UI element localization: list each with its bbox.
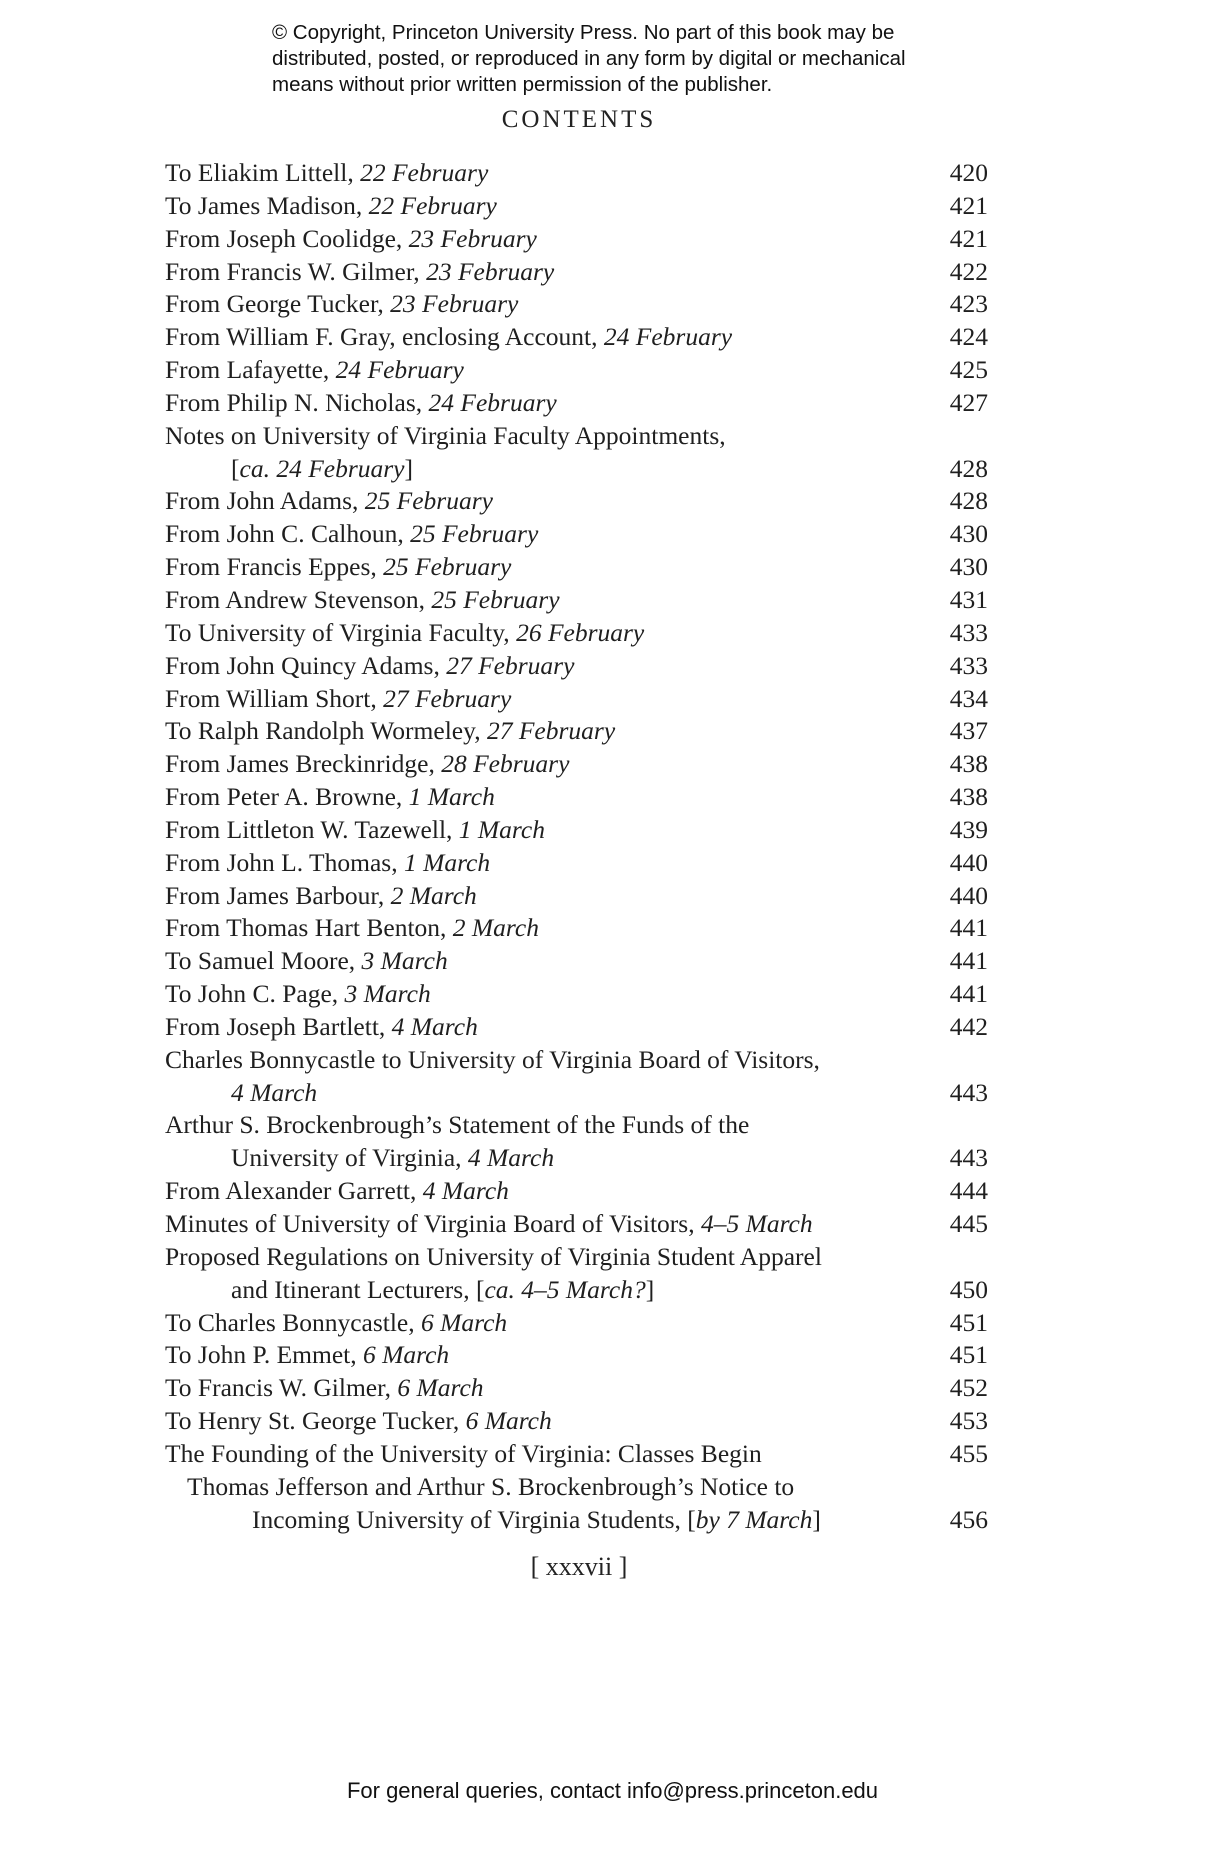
toc-entry-text: From John C. Calhoun, <box>165 519 411 549</box>
toc-entry-date: 3 March <box>344 979 431 1009</box>
toc-entry-text: Charles Bonnycastle to University of Virginia Board of Visitors, <box>165 1044 820 1074</box>
toc-entry-title <box>231 1077 317 1110</box>
toc-entry-title <box>252 1504 821 1537</box>
toc-page-number: 444 <box>949 1176 988 1206</box>
toc-entry-title <box>231 453 413 486</box>
toc-entry <box>0 354 1225 387</box>
toc-entry-text: The Founding of the University of Virginia: Classes Begin <box>165 1438 762 1468</box>
toc-entry <box>0 1438 1225 1471</box>
toc-entry-title <box>165 814 545 847</box>
toc-entry-date: ca. 4–5 March? <box>484 1274 646 1304</box>
toc-page-number: 434 <box>949 683 988 713</box>
toc-page-number: 450 <box>949 1274 988 1304</box>
toc-entry-title <box>165 1438 762 1471</box>
toc-entry-date: 6 March <box>465 1406 552 1436</box>
toc-entry-date: 27 February <box>383 683 512 713</box>
toc-entry-title <box>165 781 495 814</box>
toc-entry <box>0 1011 1225 1044</box>
toc-page-number: 428 <box>949 453 988 483</box>
toc-entry-text: To John P. Emmet, <box>165 1340 363 1370</box>
toc-entry-title <box>165 1405 552 1438</box>
toc-entry-date: 24 February <box>335 355 464 385</box>
toc-entry-title <box>165 551 511 584</box>
toc-entry-text: ] <box>404 453 414 483</box>
toc-entry-date: 22 February <box>368 190 497 220</box>
toc-entry-title <box>187 1471 794 1504</box>
toc-entry-title <box>165 288 518 321</box>
toc-entry-title <box>165 420 726 453</box>
toc-entry-title <box>165 1109 749 1142</box>
toc-entry-title <box>165 1044 820 1077</box>
toc-page-number: 421 <box>949 223 988 253</box>
toc-entry <box>0 157 1225 190</box>
toc-entry-date: 2 March <box>452 913 539 943</box>
toc-entry-title <box>165 1208 813 1241</box>
copyright-line: © Copyright, Princeton University Press. No part of this book may be <box>272 21 895 44</box>
toc-entry-title <box>165 945 448 978</box>
toc-entry-text: Arthur S. Brockenbrough’s Statement of the Funds of the <box>165 1110 750 1140</box>
toc-entry-title <box>165 683 511 716</box>
toc-entry-text: From Andrew Stevenson, <box>165 584 432 614</box>
toc-entry-title <box>231 1274 654 1307</box>
toc-entry-title <box>165 223 537 256</box>
toc-entry-continuation <box>0 1504 1225 1537</box>
toc-entry-date: 22 February <box>360 158 489 187</box>
toc-entry-title <box>165 387 557 420</box>
toc-entry-title <box>165 1011 478 1044</box>
toc-page-number: 438 <box>949 749 988 779</box>
toc-entry-text: To University of Virginia Faculty, <box>165 617 517 647</box>
toc-entry-text: Notes on University of Virginia Faculty Appointments, <box>165 420 726 450</box>
toc-entry-text: To Samuel Moore, <box>165 946 362 976</box>
toc-entry <box>0 1208 1225 1241</box>
toc-entry-title <box>165 1241 822 1274</box>
toc-entry-text: From William F. Gray, enclosing Account, <box>165 322 604 352</box>
toc-entry <box>0 1471 1225 1504</box>
toc-entry-date: 4–5 March <box>700 1209 813 1238</box>
toc-entry-title <box>231 1142 554 1175</box>
toc-entry <box>0 978 1225 1011</box>
toc-entry <box>0 650 1225 683</box>
toc-entry-continuation <box>0 1077 1225 1110</box>
toc-entry-text: To Henry St. George Tucker, <box>165 1406 466 1436</box>
contents-heading: CONTENTS <box>501 106 657 133</box>
toc-entry-date: 27 February <box>446 650 575 680</box>
toc-page-number: 430 <box>949 552 988 582</box>
toc-entry <box>0 1307 1225 1340</box>
toc-entry <box>0 256 1225 289</box>
toc-entry-date: 24 February <box>428 387 557 417</box>
toc-entry-text: From Peter A. Browne, <box>165 782 409 812</box>
toc-entry-date: 28 February <box>441 749 570 779</box>
toc-entry-date: 4 March <box>231 1077 318 1107</box>
toc-entry-date: 6 March <box>397 1373 484 1403</box>
toc-entry-title <box>165 190 497 223</box>
toc-entry-title <box>165 1307 507 1340</box>
toc-page-number: 433 <box>949 617 988 647</box>
toc-page-number: 427 <box>949 387 988 417</box>
toc-entry-text: From John Adams, <box>165 486 365 516</box>
toc-entry-title <box>165 518 538 551</box>
toc-entry-date: 23 February <box>408 223 537 253</box>
toc-entry <box>0 1241 1225 1274</box>
toc-page-number: 433 <box>949 650 988 680</box>
toc-entry-date: 2 March <box>390 880 477 910</box>
toc-entry-text: To Charles Bonnycastle, <box>165 1307 421 1337</box>
toc-entry-title <box>165 912 539 945</box>
toc-entry <box>0 288 1225 321</box>
page-folio: [ xxxvii ] <box>530 1552 628 1581</box>
toc-page-number: 452 <box>949 1373 988 1403</box>
toc-entry-text: ] <box>645 1274 655 1304</box>
toc-entry-text: Thomas Jefferson and Arthur S. Brockenbrough’s Notice to <box>187 1471 795 1501</box>
toc-entry-text: To Ralph Randolph Wormeley, <box>165 716 487 746</box>
toc-page-number: 438 <box>949 782 988 812</box>
toc-entry <box>0 1109 1225 1142</box>
toc-entry-title <box>165 256 554 289</box>
toc-entry-text: To Francis W. Gilmer, <box>165 1373 398 1403</box>
toc-entry-text: To Eliakim Littell, <box>165 158 361 187</box>
toc-page-number: 440 <box>949 847 988 877</box>
toc-page-number: 441 <box>949 913 988 943</box>
toc-page-number: 421 <box>949 190 988 220</box>
toc-page-number: 420 <box>949 158 988 187</box>
toc-entry-title <box>165 978 431 1011</box>
toc-entry-title <box>165 748 569 781</box>
toc-entry-text: From Littleton W. Tazewell, <box>165 814 459 844</box>
toc-entry-title <box>165 485 493 518</box>
toc-entry <box>0 683 1225 716</box>
toc-entry <box>0 584 1225 617</box>
toc-entry-date: 25 February <box>431 584 560 614</box>
toc-page-number: 425 <box>949 355 988 385</box>
toc-entry-date: 25 February <box>364 486 493 516</box>
toc-entry-text: From George Tucker, <box>165 289 391 319</box>
toc-entry-date: 23 February <box>390 289 519 319</box>
toc-entry <box>0 321 1225 354</box>
toc-entry-text: ] <box>812 1504 821 1534</box>
toc-entry-date: 6 March <box>362 1340 450 1370</box>
toc-entry <box>0 223 1225 256</box>
toc-entry-text: From Thomas Hart Benton, <box>165 913 453 943</box>
toc-entry-date: 25 February <box>383 552 512 582</box>
toc-entry-date: ca. 24 February <box>239 453 405 483</box>
toc-entry <box>0 880 1225 913</box>
toc-entry-date: 4 March <box>467 1143 555 1173</box>
toc-entry <box>0 518 1225 551</box>
toc-page-number: 431 <box>949 584 988 614</box>
toc-entry-text: From Alexander Garrett, <box>165 1176 423 1206</box>
toc-entry <box>0 1405 1225 1438</box>
toc-entry-date: 4 March <box>422 1176 509 1206</box>
toc-entry <box>0 781 1225 814</box>
toc-entry <box>0 912 1225 945</box>
toc-entry-text: University of Virginia, <box>231 1143 468 1173</box>
toc-entry-title <box>165 880 477 913</box>
toc-entry-text: From Joseph Coolidge, <box>165 223 409 253</box>
toc-entry-text: From Lafayette, <box>165 355 336 385</box>
toc-page-number: 453 <box>949 1406 988 1436</box>
toc-entry <box>0 847 1225 880</box>
toc-entry-date: 23 February <box>426 256 555 286</box>
toc-entry-text: From Francis Eppes, <box>165 552 384 582</box>
copyright-line: distributed, posted, or reproduced in any form by digital or mechanical <box>272 47 906 70</box>
toc-entry-continuation <box>0 1274 1225 1307</box>
copyright-line: means without prior written permission of the publisher. <box>272 73 773 96</box>
toc-entry <box>0 814 1225 847</box>
toc-page-number: 442 <box>949 1011 988 1041</box>
toc-entry-title <box>165 1339 449 1372</box>
toc-entry <box>0 715 1225 748</box>
toc-page-number: 441 <box>949 946 988 976</box>
copyright-notice <box>272 20 1032 98</box>
toc-entry-text: From James Barbour, <box>165 880 391 910</box>
toc-page-number: 451 <box>949 1307 988 1337</box>
toc-page-number: 423 <box>949 289 988 319</box>
toc-page-number: 451 <box>949 1340 988 1370</box>
toc-entry <box>0 190 1225 223</box>
toc-page-number: 424 <box>949 322 988 352</box>
toc-page-number: 422 <box>949 256 988 286</box>
toc-entry-text: Minutes of University of Virginia Board of Visitors, <box>165 1209 701 1238</box>
toc-entry-text: From James Breckinridge, <box>165 749 442 779</box>
toc-entry-text: To James Madison, <box>165 190 369 220</box>
footer-contact: For general queries, contact info@press.princeton.edu <box>346 1778 879 1803</box>
toc-entry <box>0 387 1225 420</box>
toc-entry-title <box>165 847 490 880</box>
toc-entry-text: Incoming University of Virginia Students, [ <box>252 1504 696 1534</box>
toc-entry-date: 26 February <box>516 617 645 647</box>
toc-entry <box>0 485 1225 518</box>
toc-entry-title <box>165 1372 484 1405</box>
toc-entry-text: From John Quincy Adams, <box>165 650 447 680</box>
toc-entry <box>0 1175 1225 1208</box>
toc-entry-title <box>165 650 574 683</box>
toc-entry-date: 1 March <box>408 782 495 812</box>
toc-page-number: 439 <box>949 814 988 844</box>
toc-entry-text: Proposed Regulations on University of Virginia Student Apparel <box>165 1241 822 1271</box>
toc-entry-continuation <box>0 453 1225 486</box>
toc-entry-title <box>165 157 488 190</box>
toc-page-number: 456 <box>949 1504 988 1534</box>
toc-entry <box>0 1339 1225 1372</box>
toc-entry <box>0 420 1225 453</box>
toc-entry <box>0 617 1225 650</box>
toc-entry-title <box>165 715 615 748</box>
toc-entry-text: From Francis W. Gilmer, <box>165 256 427 286</box>
toc-page-number: 430 <box>949 519 988 549</box>
toc-page-number: 455 <box>949 1438 988 1468</box>
toc-entry-date: 1 March <box>403 847 491 877</box>
toc-entry-date: 27 February <box>486 716 616 746</box>
toc-entry-date: by 7 March <box>695 1504 813 1534</box>
toc-entry-text: From William Short, <box>165 683 384 713</box>
toc-entry-text: To John C. Page, <box>165 979 345 1009</box>
toc-entry-date: 6 March <box>421 1307 508 1337</box>
toc-entry-text: From Philip N. Nicholas, <box>165 387 429 417</box>
toc-entry-title <box>165 354 464 387</box>
toc-entry <box>0 1372 1225 1405</box>
toc-entry <box>0 748 1225 781</box>
toc-entry-text: and Itinerant Lecturers, [ <box>231 1274 485 1304</box>
toc-entry-text: [ <box>231 453 240 483</box>
toc-entry-text: From Joseph Bartlett, <box>165 1011 392 1041</box>
toc-page-number: 437 <box>949 716 988 746</box>
toc-entry-date: 1 March <box>458 814 545 844</box>
toc-entry-text: From John L. Thomas, <box>165 847 404 877</box>
contents-list <box>0 157 1225 1536</box>
toc-entry <box>0 1044 1225 1077</box>
toc-entry-date: 3 March <box>361 946 448 976</box>
toc-entry-title <box>165 584 560 617</box>
toc-page-number: 441 <box>949 979 988 1009</box>
toc-page-number: 445 <box>949 1209 988 1238</box>
toc-page-number: 428 <box>949 486 988 516</box>
toc-entry-continuation <box>0 1142 1225 1175</box>
toc-page-number: 443 <box>949 1077 988 1107</box>
toc-entry-title <box>165 617 644 650</box>
toc-entry-date: 4 March <box>391 1011 478 1041</box>
toc-entry-date: 24 February <box>603 322 733 352</box>
toc-entry-title <box>165 1175 509 1208</box>
toc-entry <box>0 945 1225 978</box>
toc-page-number: 443 <box>949 1143 988 1173</box>
toc-page-number: 440 <box>949 880 988 910</box>
toc-entry <box>0 551 1225 584</box>
toc-entry-title <box>165 321 732 354</box>
toc-entry-date: 25 February <box>410 519 539 549</box>
